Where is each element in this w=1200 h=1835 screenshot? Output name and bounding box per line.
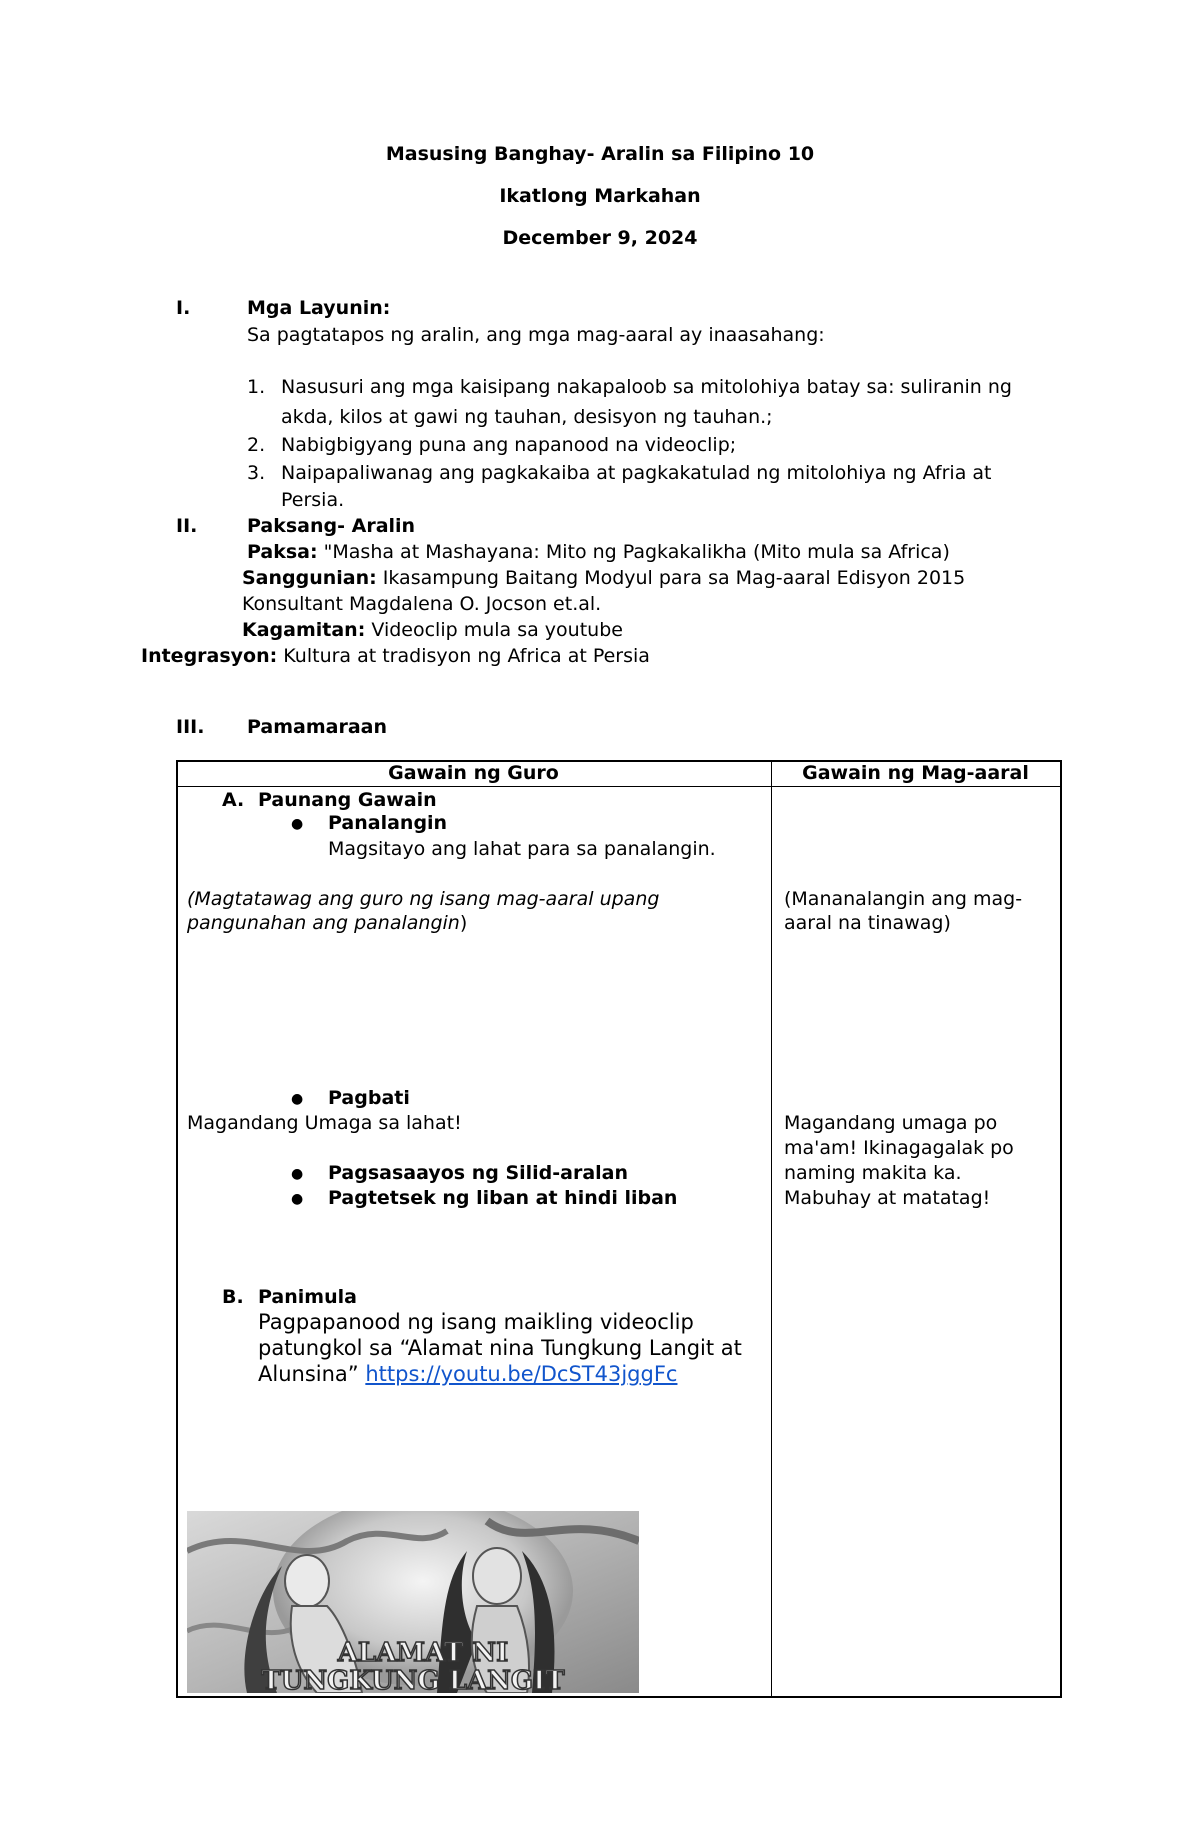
sanggunian-line2: Konsultant Magdalena O. Jocson et.al.	[242, 593, 602, 615]
student-column-header: Gawain ng Mag-aaral	[802, 762, 1029, 784]
partA-title: Paunang Gawain	[258, 789, 437, 811]
pagtetsek-title: Pagtetsek ng liban at hindi liban	[328, 1187, 678, 1209]
lesson-date: December 9, 2024	[502, 227, 698, 249]
panalangin-note-line2: pangunahan ang panalangin)	[187, 912, 468, 934]
section2-heading: Paksang- Aralin	[247, 515, 416, 537]
student-prayer-line2: aaral na tinawag)	[784, 912, 951, 934]
panalangin-note-line2-text: pangunahan ang panalangin	[187, 912, 460, 934]
pagbati-text: Magandang Umaga sa lahat!	[187, 1112, 462, 1134]
section1-heading: Mga Layunin:	[247, 297, 391, 319]
panalangin-note-line1: (Magtatawag ang guro ng isang mag-aaral upang	[187, 888, 660, 910]
integrasyon-value: Kultura at tradisyon ng Africa at Persia	[283, 645, 650, 667]
teacher-column-header: Gawain ng Guro	[388, 762, 559, 784]
bullet-icon: ●	[291, 816, 304, 832]
partB-line2: patungkol sa “Alamat nina Tungkung Langit at	[258, 1336, 742, 1360]
pagbati-title: Pagbati	[328, 1087, 410, 1109]
section3-numeral: III.	[176, 716, 205, 738]
integrasyon-line	[141, 645, 650, 667]
sanggunian-line	[242, 567, 965, 589]
illustration-svg	[187, 1511, 639, 1693]
video-link[interactable]: https://youtu.be/DcST43jggFc	[365, 1362, 678, 1386]
integrasyon-label: Integrasyon:	[141, 645, 278, 667]
student-prayer-line1: (Mananalangin ang mag-	[784, 888, 1023, 910]
objective-3-line1: Naipapaliwanag ang pagkakaiba at pagkakatulad ng mitolohiya ng Afria at	[281, 462, 992, 484]
table-column-divider	[771, 760, 772, 1697]
student-greeting-line2: ma'am! Ikinagagalak po	[784, 1137, 1014, 1159]
section3-heading: Pamamaraan	[247, 716, 388, 738]
partB-label: B.	[222, 1286, 244, 1308]
quarter-label: Ikatlong Markahan	[499, 185, 701, 207]
partB-line3	[258, 1362, 677, 1386]
objective-1-line2: akda, kilos at gawi ng tauhan, desisyon ng tauhan.;	[281, 406, 773, 428]
image-caption-line2: TUNGKUNG LANGIT	[261, 1666, 565, 1693]
panalangin-title: Panalangin	[328, 812, 448, 834]
partA-label: A.	[222, 789, 245, 811]
bullet-icon: ●	[291, 1091, 304, 1107]
paksa-line	[247, 541, 950, 563]
student-greeting-line4: Mabuhay at matatag!	[784, 1187, 991, 1209]
objective-3-number: 3.	[247, 462, 266, 484]
image-caption-line1: ALAMAT NI	[337, 1638, 509, 1668]
objective-1-line1: Nasusuri ang mga kaisipang nakapaloob sa mitolohiya batay sa: suliranin ng	[281, 376, 1012, 398]
table-left-border	[176, 760, 178, 1697]
kagamitan-line	[242, 619, 623, 641]
objective-2-number: 2.	[247, 434, 266, 456]
panalangin-text: Magsitayo ang lahat para sa panalangin.	[328, 838, 716, 860]
section1-numeral: I.	[176, 297, 191, 319]
legend-illustration-image	[187, 1511, 639, 1693]
sanggunian-label: Sanggunian:	[242, 567, 377, 589]
objective-1-number: 1.	[247, 376, 266, 398]
bullet-icon: ●	[291, 1166, 304, 1182]
table-header-divider	[176, 786, 1062, 787]
bullet-icon: ●	[291, 1191, 304, 1207]
pagsasaayos-title: Pagsasaayos ng Silid-aralan	[328, 1162, 629, 1184]
student-greeting-line3: naming makita ka.	[784, 1162, 962, 1184]
document-title: Masusing Banghay- Aralin sa Filipino 10	[385, 143, 815, 165]
partB-line3-text: Alunsina”	[258, 1362, 359, 1386]
objective-2-line1: Nabigbigyang puna ang napanood na videoclip;	[281, 434, 737, 456]
objective-3-line2: Persia.	[281, 489, 345, 511]
table-right-border	[1060, 760, 1062, 1697]
student-greeting-line1: Magandang umaga po	[784, 1112, 998, 1134]
partB-title: Panimula	[258, 1286, 357, 1308]
table-bottom-border	[176, 1696, 1062, 1698]
section1-intro: Sa pagtatapos ng aralin, ang mga mag-aaral ay inaasahang:	[247, 324, 825, 346]
section2-numeral: II.	[176, 515, 198, 537]
partB-line1: Pagpapanood ng isang maikling videoclip	[258, 1310, 694, 1334]
sanggunian-value: Ikasampung Baitang Modyul para sa Mag-aaral Edisyon 2015	[376, 567, 966, 589]
kagamitan-label: Kagamitan:	[242, 619, 366, 641]
paksa-label: Paksa:	[247, 541, 318, 563]
kagamitan-value: Videoclip mula sa youtube	[371, 619, 623, 641]
paksa-value: "Masha at Mashayana: Mito ng Pagkakalikha (Mito mula sa Africa)	[323, 541, 950, 563]
